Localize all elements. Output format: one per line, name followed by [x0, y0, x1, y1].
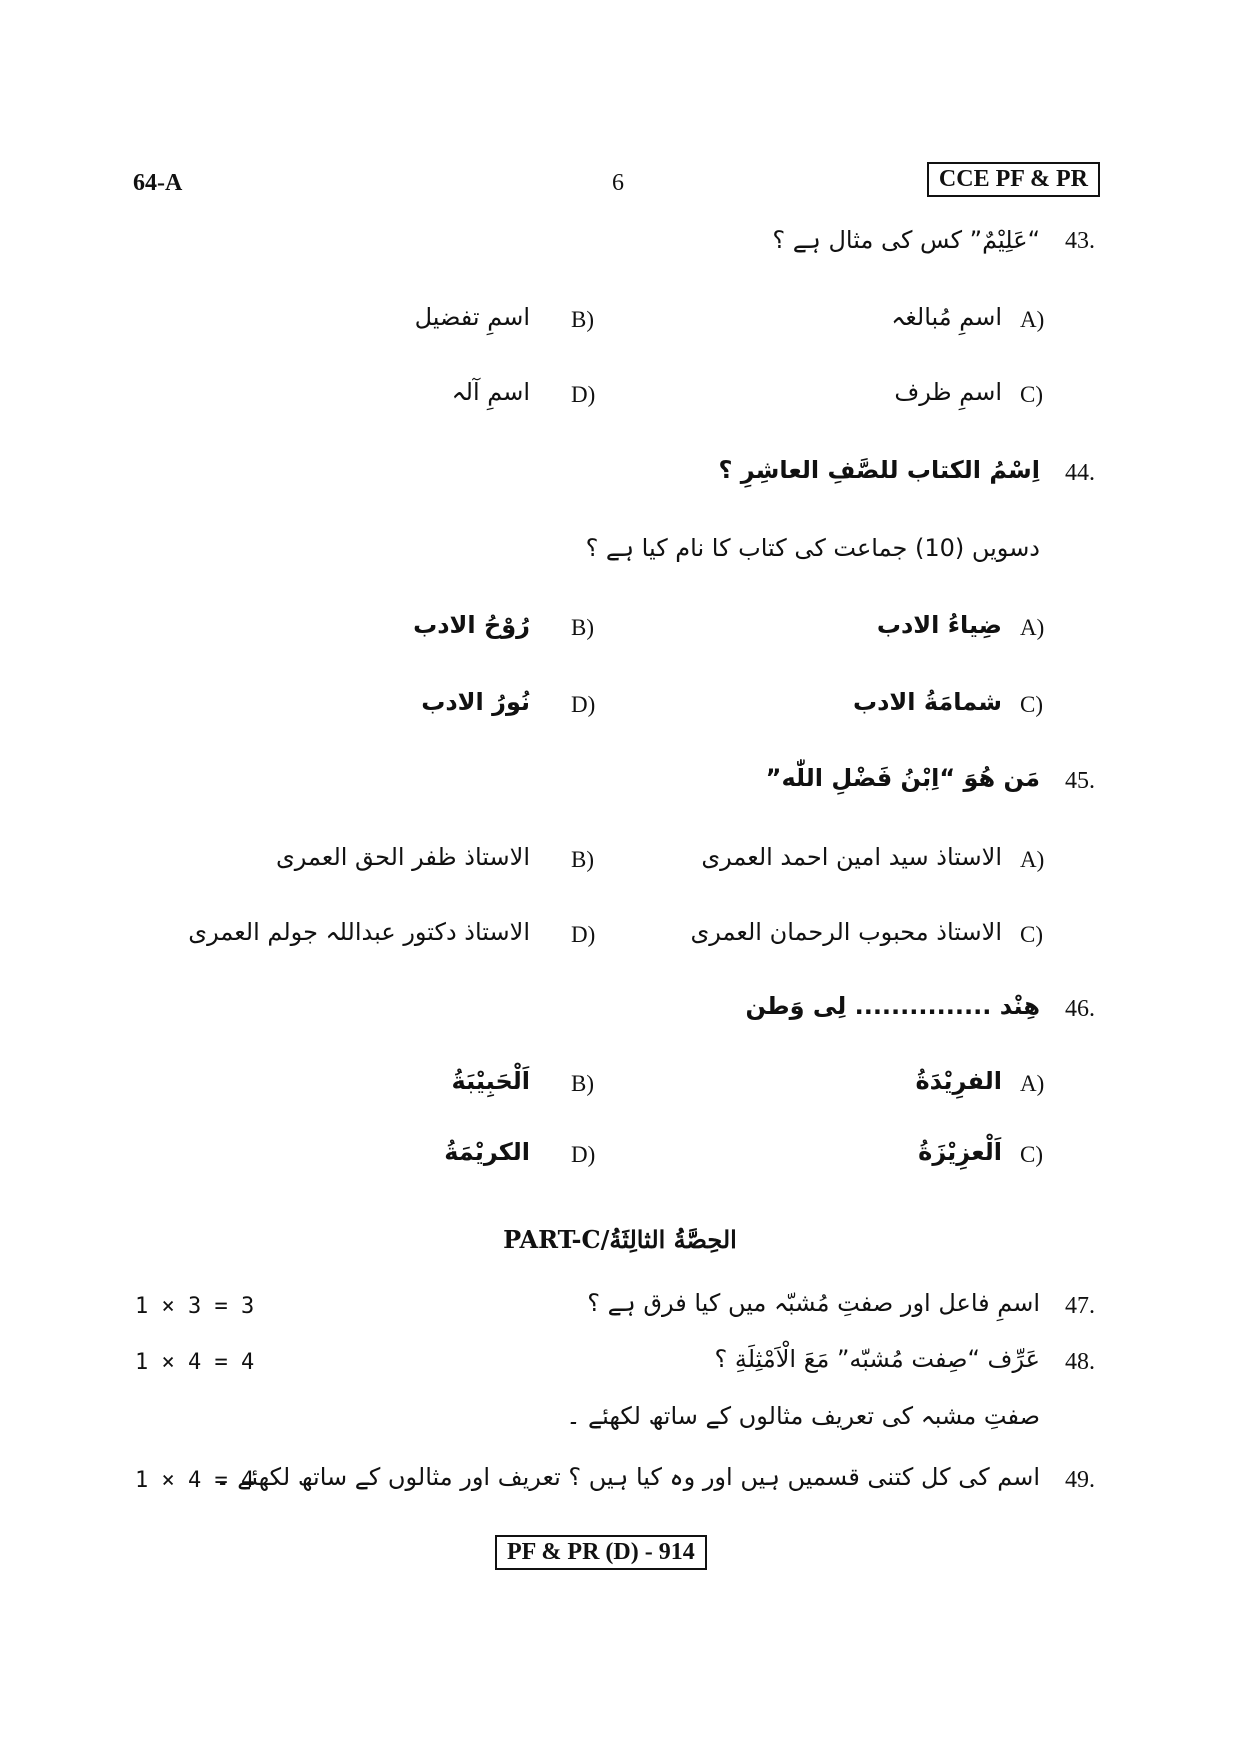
- question-number: 44.: [1065, 460, 1095, 486]
- paper-code-right: CCE PF & PR: [927, 162, 1100, 197]
- option-letter-b: B): [571, 1071, 594, 1096]
- question-text: اسمِ فاعل اور صفتِ مُشبّہ میں کیا فرق ہے ؟: [587, 1289, 1040, 1317]
- option-c: الاستاذ محبوب الرحمان العمری: [690, 918, 1002, 946]
- option-b: اسمِ تفضیل: [414, 303, 530, 331]
- option-b: الاستاذ ظفر الحق العمری: [275, 843, 530, 871]
- option-a: ضِیاءُ الادب: [876, 611, 1002, 639]
- question-text: اِسْمُ الکتاب للصَّفِ العاشِرِ ؟: [718, 456, 1040, 484]
- option-c: اسمِ ظرف: [894, 378, 1002, 406]
- question-text: هِنْد ............... لِی وَطن: [745, 992, 1040, 1020]
- option-letter-a: A): [1020, 1071, 1045, 1096]
- option-a: الاستاذ سید امین احمد العمری: [701, 843, 1002, 871]
- option-letter-b: B): [571, 847, 594, 872]
- marks: 1 × 3 = 3: [135, 1294, 255, 1319]
- question-number: 46.: [1065, 996, 1095, 1022]
- option-b: رُوْحُ الادب: [413, 611, 530, 639]
- footer-code: PF & PR (D) - 914: [495, 1535, 707, 1570]
- question-subtext: دسویں (10) جماعت کی کتاب کا نام کیا ہے ؟: [585, 534, 1040, 562]
- option-letter-d: D): [571, 382, 596, 407]
- question-number: 48.: [1065, 1349, 1095, 1375]
- section-title: PART-C/الحِصَّةُ الثالِثَةُ: [503, 1225, 737, 1254]
- option-d: الاستاذ دکتور عبداللہ جولم العمری: [188, 918, 530, 946]
- option-letter-a: A): [1020, 847, 1045, 872]
- question-number: 49.: [1065, 1467, 1095, 1493]
- option-letter-c: C): [1020, 922, 1043, 947]
- option-c: اَلْعزِیْزَةُ: [918, 1138, 1002, 1166]
- page-number: 6: [612, 170, 624, 196]
- paper-code-left: 64-A: [133, 170, 183, 196]
- option-letter-a: A): [1020, 615, 1045, 640]
- option-letter-d: D): [571, 922, 596, 947]
- option-letter-c: C): [1020, 1142, 1043, 1167]
- option-c: شمامَةُ الادب: [852, 688, 1002, 716]
- option-a: اسمِ مُبالغہ: [891, 303, 1002, 331]
- option-letter-b: B): [571, 615, 594, 640]
- option-b: اَلْحَبِیْبَةُ: [451, 1067, 530, 1095]
- option-letter-c: C): [1020, 382, 1043, 407]
- option-d: اسمِ آلہ: [451, 378, 530, 406]
- option-letter-d: D): [571, 1142, 596, 1167]
- question-number: 43.: [1065, 228, 1095, 254]
- option-a: الفرِیْدَةُ: [915, 1067, 1002, 1095]
- question-subtext: صفتِ مشبہ کی تعریف مثالوں کے ساتھ لکھئے ۔: [566, 1402, 1040, 1430]
- option-letter-d: D): [571, 692, 596, 717]
- question-text: اسم کی کل کتنی قسمیں ہیں اور وہ کیا ہیں ؟ تعریف اور مثالوں کے ساتھ لکھئے ۔: [215, 1463, 1040, 1491]
- option-letter-b: B): [571, 307, 594, 332]
- question-text: عَرِّف “صِفت مُشبّه” مَعَ الْاَمْثِلَةِ ؟: [714, 1345, 1040, 1373]
- option-d: الکریْمَةُ: [444, 1138, 530, 1166]
- question-number: 45.: [1065, 768, 1095, 794]
- option-d: نُورُ الادب: [421, 688, 530, 716]
- option-letter-c: C): [1020, 692, 1043, 717]
- question-text: “عَلِیْمٌ” کس کی مثال ہے ؟: [772, 226, 1040, 254]
- question-number: 47.: [1065, 1293, 1095, 1319]
- marks: 1 × 4 = 4: [135, 1468, 255, 1493]
- option-letter-a: A): [1020, 307, 1045, 332]
- marks: 1 × 4 = 4: [135, 1350, 255, 1375]
- question-text: مَن هُوَ “اِبْنُ فَضْلِ اللّٰه”: [765, 764, 1040, 792]
